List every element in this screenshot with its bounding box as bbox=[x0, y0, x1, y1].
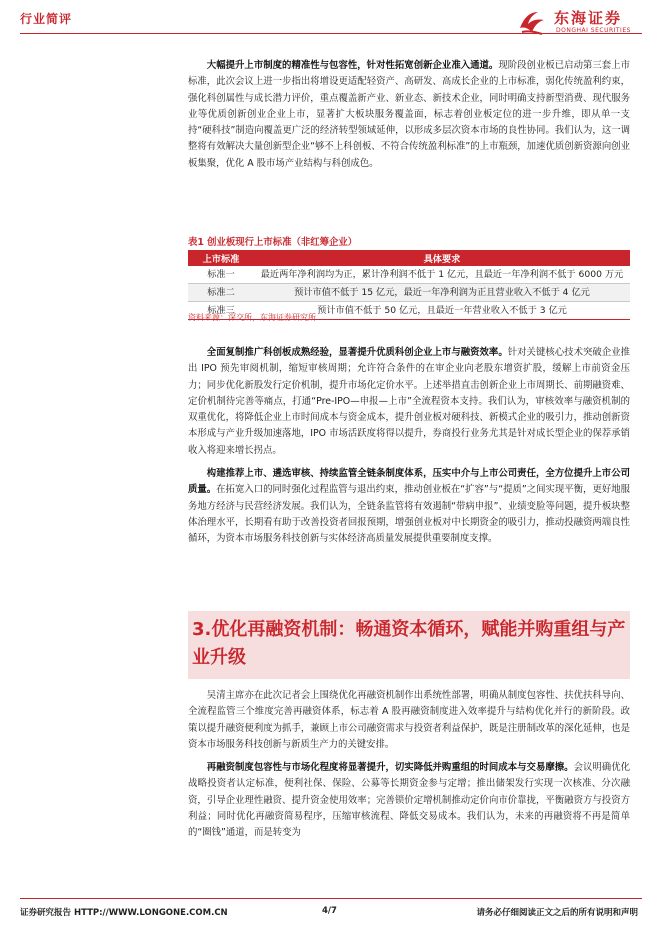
table-cell-label: 标准二 bbox=[188, 284, 254, 302]
table-header-row bbox=[188, 250, 630, 266]
paragraph bbox=[188, 466, 630, 547]
table-row bbox=[188, 266, 630, 284]
table-row bbox=[188, 284, 630, 302]
paragraph bbox=[188, 760, 630, 841]
paragraph bbox=[188, 688, 630, 753]
table-source: 资料来源：深交所，东海证券研究所 bbox=[188, 313, 316, 322]
paragraph-body: 会议明确优化战略投资者认定标准，便利社保、保险、公募等长期资金参与定增；推出储架发行实现一次核准、分次融资，引导企业理性融资、提升资金使用效率；完善锁价定增机制推动定价向市价靠拢，平衡融资方与投资方利益；同时优化再融资简易程序，压缩审核流程、降低交易成本。我们认为，未来的再融资将不再是简单的“圈钱”通道，而是转变为 bbox=[188, 762, 630, 839]
paragraph-lead: 大幅提升上市制度的精准性与包容性，针对性拓宽创新企业准入通道。 bbox=[206, 60, 499, 71]
footer-left-text: 证券研究报告 HTTP://WWW.LONGONE.COM.CN bbox=[20, 908, 228, 918]
paragraph bbox=[188, 58, 630, 172]
intro-paragraph-block bbox=[188, 58, 630, 172]
paragraph-lead: 再融资制度包容性与市场化程度将显著提升，切实降低并购重组的时间成本与交易摩擦。 bbox=[206, 762, 574, 774]
table-cell-label: 标准三 bbox=[188, 302, 254, 320]
listing-standards-table bbox=[188, 250, 630, 320]
paragraph-body: 在拓宽入口的同时强化过程监管与退出约束，推动创业板在“扩容”与“提质”之间实现平衡，更好地服务地方经济与民营经济发展。我们认为，全链条监管将有效遏制“带病申报”、业绩变脸等问题，提升板块整体治理水平，长期看有助于改善投资者回报预期，增强创业板对中长期资金的吸引力，推动投融资两端良性循环，为资本市场服务科技创新与实体经济高质量发展提供重要制度支撑。 bbox=[188, 484, 630, 545]
footer-disclaimer: 请务必仔细阅读正文之后的所有说明和声明 bbox=[476, 908, 638, 918]
footer-divider bbox=[20, 898, 642, 899]
table-cell-text: 预计市值不低于 50 亿元，且最近一年营业收入不低于 3 亿元 bbox=[254, 302, 630, 320]
table-cell-text: 预计市值不低于 15 亿元，最近一年净利润为正且营业收入不低于 4 亿元 bbox=[254, 284, 630, 302]
table-caption: 表1 创业板现行上市标准（非红筹企业） bbox=[188, 237, 358, 248]
header-title: 行业简评 bbox=[20, 12, 73, 26]
paragraph-lead: 构建推荐上市、遴选审核、持续监管全链条制度体系，压实中介与上市公司责任，全方位提升上市公司质量。 bbox=[188, 468, 630, 496]
paragraph bbox=[188, 345, 630, 459]
paragraph-body: 现阶段创业板已启动第三套上市标准，此次会议上进一步指出将增设更适配轻资产、高研发、高成长企业的上市标准，弱化传统盈利约束，强化科创属性与成长潜力评价，重点覆盖新产业、新业态、新技术企业，同时明确支持新型消费、现代服务业等优质创新创业企业上市，显著扩大板块服务覆盖面，标志着创业板定位的进一步升维，即从单一支持“硬科技”制造向覆盖更广泛的经济转型领域延伸，以形成多层次资本市场的良性协同。我们认为，这一调整将有效解决大量创新型企业“够不上科创板、不符合传统盈利标准”的上市瓶颈，加速优质创新资源向创业板集聚，优化 A 股市场产业结构与科创成色。 bbox=[188, 60, 630, 169]
bottom-paragraph-block bbox=[188, 688, 630, 842]
company-logo bbox=[510, 6, 640, 42]
table-cell-label: 标准一 bbox=[188, 266, 254, 284]
table-header-standard: 上市标准 bbox=[188, 250, 254, 266]
middle-paragraph-block bbox=[188, 345, 630, 548]
table-cell-text: 最近两年净利润均为正，累计净利润不低于 1 亿元，且最近一年净利润不低于 6000 万元 bbox=[254, 266, 630, 284]
paragraph-body: 吴清主席亦在此次记者会上围绕优化再融资机制作出系统性部署，明确从制度包容性、扶优扶科导向、全流程监管三个维度完善再融资体系，标志着 A 股再融资制度进入效率提升与结构优化并行的新阶段。政策以提升融资便利度为抓手，兼顾上市公司融资需求与投资者利益保护，既是注册制改革的深化延伸，也是资本市场服务科技创新与新质生产力的关键安排。 bbox=[188, 690, 630, 750]
logo-text-cn: 东海证券 bbox=[554, 9, 623, 27]
section-heading: 3.优化再融资机制：畅通资本循环，赋能并购重组与产业升级 bbox=[192, 619, 626, 668]
logo-text-en: DONGHAI SECURITIES bbox=[556, 27, 631, 34]
header-divider bbox=[20, 33, 642, 34]
paragraph-lead: 全面复制推广科创板成熟经验，显著提升优质科创企业上市与融资效率。 bbox=[206, 347, 508, 358]
page-number: 4/7 bbox=[322, 906, 337, 916]
table-header-requirement: 具体要求 bbox=[254, 250, 630, 266]
paragraph-body: 针对关键核心技术突破企业推出 IPO 预先审阅机制，缩短审核周期；允许符合条件的在审企业向老股东增资扩股，缓解上市前资金压力；同步优化新股发行定价机制，提升市场化定价水平。上述举措直击创新企业上市周期长、前期融资难、定价机制待完善等痛点，打通“Pre-IPO—申报—上市”全流程资本支持。我们认为，审核效率与融资机制的双重优化，将降低企业上市时间成本与资金成本，提升创业板对硬科技、新模式企业的吸引力，推动创新资本形成与产业升级加速落地，IPO 市场活跃度将得以提升，券商投行业务尤其是针对成长型企业的保荐承销收入将迎来增长拐点。 bbox=[188, 347, 630, 456]
